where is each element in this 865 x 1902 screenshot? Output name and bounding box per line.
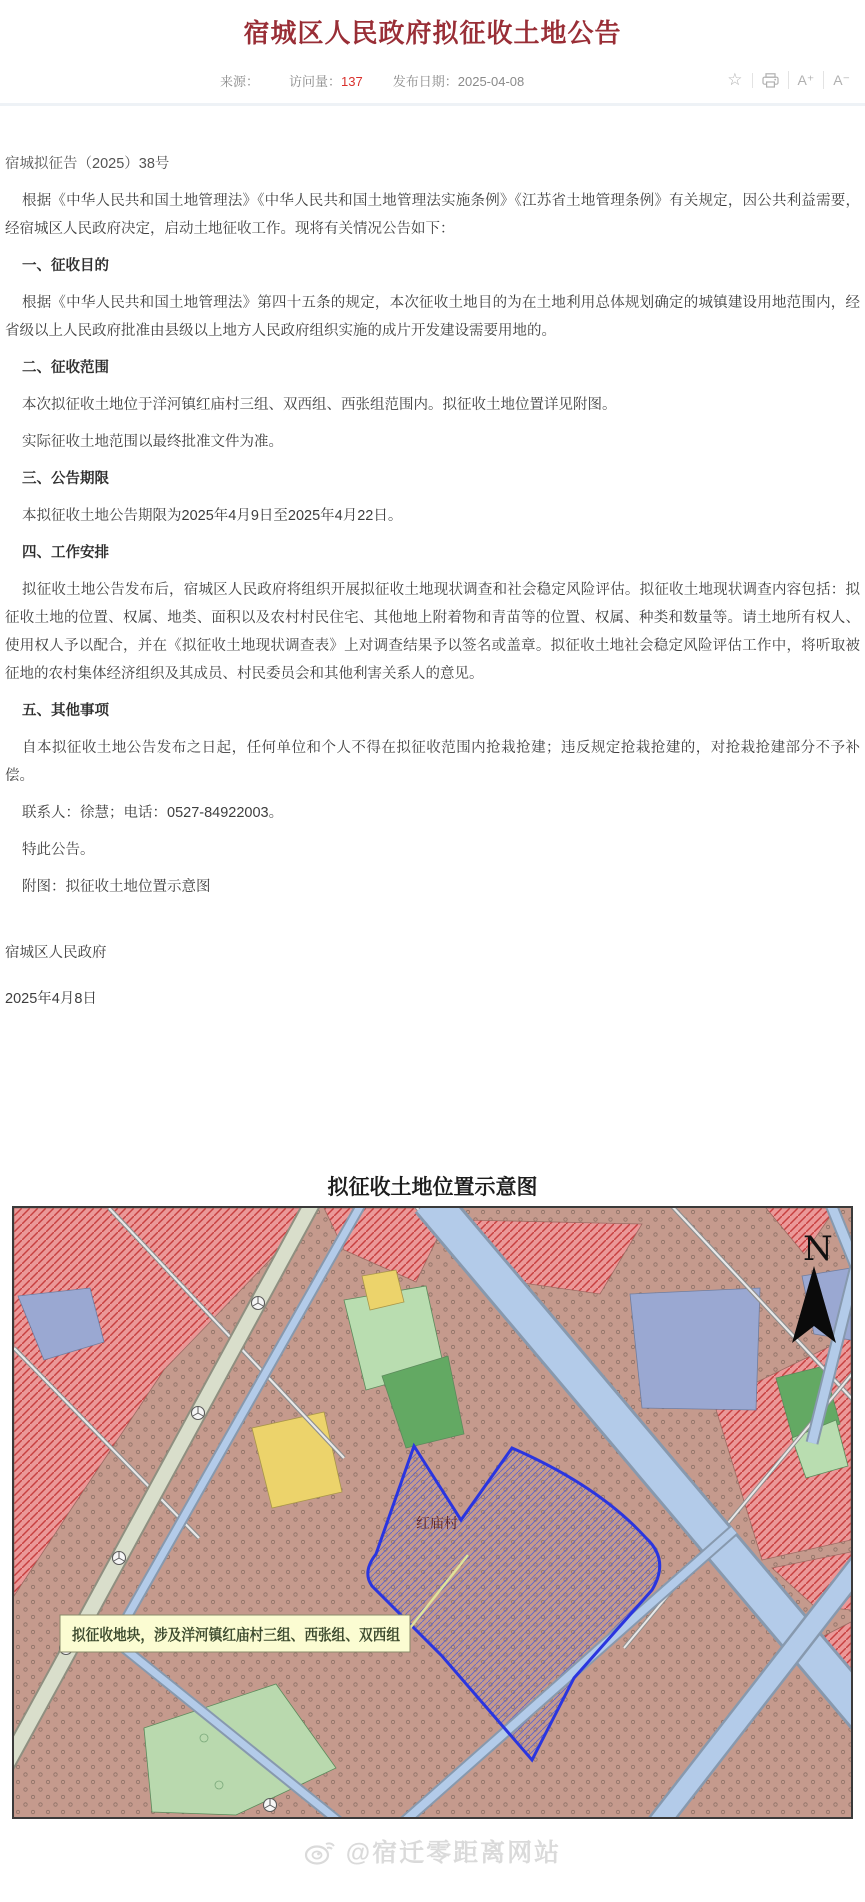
- paragraph-scope-final: 实际征收土地范围以最终批准文件为准。: [22, 434, 283, 450]
- meta-date: 发布日期：2025-04-08: [392, 73, 525, 89]
- signature-authority: 宿城区人民政府: [5, 945, 107, 961]
- font-increase-button[interactable]: A⁺: [788, 71, 824, 89]
- signature-date: 2025年4月8日: [5, 991, 97, 1007]
- meta-views: 访问量：137: [289, 73, 363, 89]
- paragraph-contact: 联系人：徐慧；电话：0527-84922003。: [22, 805, 284, 821]
- site-watermark: [0, 1833, 865, 1869]
- watermark-text: @宿迁零距离网站: [345, 1839, 562, 1867]
- paragraph-attachment: 附图：拟征收土地位置示意图: [22, 879, 211, 895]
- favorite-star-icon[interactable]: ☆: [727, 70, 743, 89]
- heading-other: 五、其他事项: [22, 703, 109, 719]
- heading-purpose: 一、征收目的: [22, 258, 109, 274]
- village-label: 红庙村: [416, 1516, 458, 1532]
- paragraph-other: 自本拟征收土地公告发布之日起，任何单位和个人不得在拟征收范围内抢栽抢建；违反规定抢栽抢建的，对抢栽抢建部分不予补偿。: [5, 740, 860, 784]
- paragraph-scope-location: 本次拟征收土地位于洋河镇红庙村三组、双西组、西张组范围内。拟征收土地位置详见附图。: [22, 397, 617, 413]
- paragraph-purpose: 根据《中华人民共和国土地管理法》第四十五条的规定，本次征收土地目的为在土地利用总体规划确定的城镇建设用地范围内，经省级以上人民政府批准由县级以上地方人民政府组织实施的成片开发建设需要用地的。: [5, 295, 860, 339]
- font-decrease-button[interactable]: A⁻: [823, 71, 859, 89]
- print-icon[interactable]: [752, 73, 788, 88]
- land-map-image: [12, 1206, 853, 1819]
- callout-text: 拟征收地块，涉及洋河镇红庙村三组、西张组、双西组: [72, 1625, 445, 1644]
- heading-period: 三、公告期限: [22, 471, 109, 487]
- map-section: [0, 1171, 865, 1819]
- meta-bar: [0, 67, 865, 93]
- paragraph-work-plan: 拟征收土地公告发布后，宿城区人民政府将组织开展拟征收土地现状调查和社会稳定风险评估。拟征收土地现状调查内容包括：拟征收土地的位置、权属、地类、面积以及农村村民住宅、其他地上附着物和青苗等的位置、权属、种类和数量等。请土地所有权人、使用权人予以配合，并在《拟征收土地现状调查表》上对调查结果予以签名或盖章。拟征收土地社会稳定风险评估工作中，将听取被征地的农村集体经济组织及其成员、村民委员会和其他利害关系人的意见。: [5, 582, 860, 682]
- svg-text:N: N: [803, 1229, 833, 1269]
- doc-number: 宿城拟征告（2025）38号: [5, 156, 170, 172]
- heading-scope: 二、征收范围: [22, 360, 109, 376]
- paragraph-hereby: 特此公告。: [22, 842, 95, 858]
- meta-tools: [718, 71, 859, 89]
- meta-fields: [220, 71, 554, 90]
- paragraph-period: 本拟征收土地公告期限为2025年4月9日至2025年4月22日。: [22, 508, 403, 524]
- weibo-logo-icon: [304, 1836, 338, 1866]
- article-body: [0, 150, 865, 1013]
- map-title: 拟征收土地位置示意图: [327, 1174, 538, 1199]
- header-divider: [0, 103, 865, 106]
- paragraph-intro: 根据《中华人民共和国土地管理法》《中华人民共和国土地管理法实施条例》《江苏省土地管理条例》有关规定，因公共利益需要，经宿城区人民政府决定，启动土地征收工作。现将有关情况公告如下：: [5, 193, 860, 237]
- heading-work-plan: 四、工作安排: [22, 545, 109, 561]
- views-count: 137: [341, 73, 363, 89]
- page-title: 宿城区人民政府拟征收土地公告: [243, 18, 622, 48]
- meta-source: 来源：: [220, 73, 260, 89]
